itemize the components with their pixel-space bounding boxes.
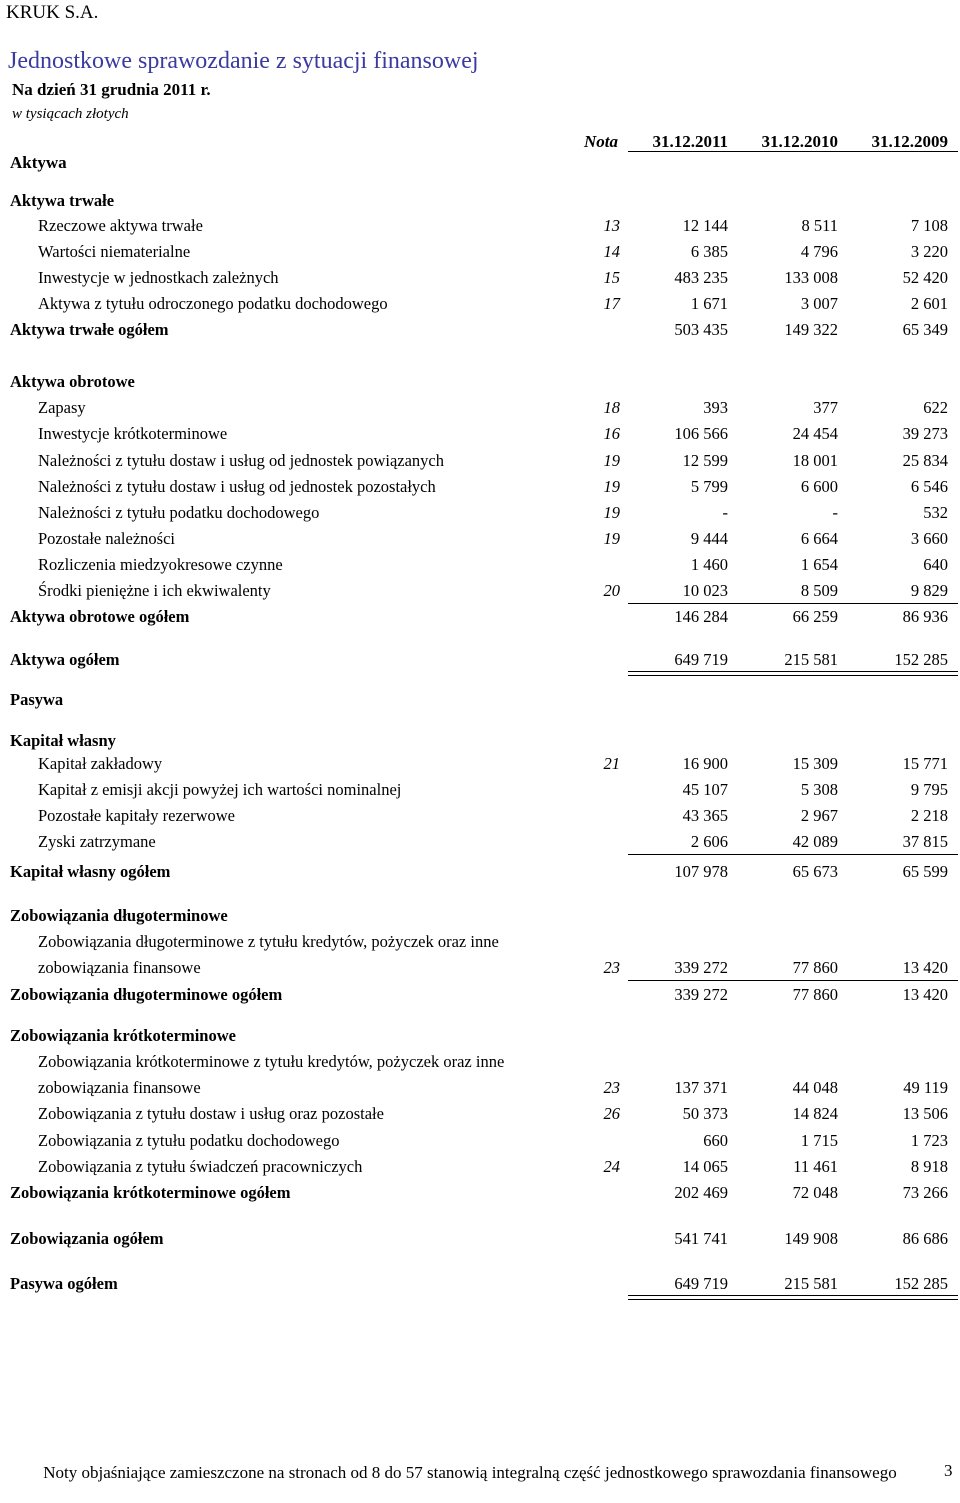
row-label: Aktywa trwałe ogółem (10, 320, 169, 339)
row-label: Zobowiązania krótkoterminowe z tytułu kredytów, pożyczek oraz inne (38, 1052, 505, 1071)
row-label: Środki pieniężne i ich ekwiwalenty (38, 581, 271, 600)
row-label: Należności z tytułu dostaw i usług od jednostek powiązanych (38, 451, 444, 470)
table-row (0, 555, 960, 581)
row-value-2009: 9 829 (910, 581, 948, 600)
row-value-2010: 18 001 (792, 451, 838, 470)
row-value-2009: 2 218 (910, 806, 948, 825)
row-value-2010: - (832, 503, 838, 522)
row-value-2009: 1 723 (910, 1131, 948, 1150)
page-number: 3 (944, 1461, 953, 1480)
row-value-2009: 2 601 (910, 294, 948, 313)
row-value-2011: 5 799 (690, 477, 728, 496)
row-value-2010: 133 008 (784, 268, 838, 287)
row-value-2009: 152 285 (894, 1274, 948, 1293)
row-value-2009: 39 273 (902, 424, 948, 443)
row-label: Aktywa obrotowe ogółem (10, 607, 190, 626)
row-value-2009: 52 420 (902, 268, 948, 287)
row-value-2010: 4 796 (800, 242, 838, 261)
row-value-2009: 65 599 (902, 862, 948, 881)
row-label: zobowiązania finansowe (38, 1078, 201, 1097)
row-nota: 13 (603, 216, 620, 235)
row-label: Pasywa ogółem (10, 1274, 118, 1293)
table-row (0, 1026, 960, 1052)
section-aktywa: Aktywa (10, 153, 67, 172)
row-value-2009: 152 285 (894, 650, 948, 669)
row-label: Należności z tytułu dostaw i usług od jednostek pozostałych (38, 477, 436, 496)
row-value-2011: - (722, 503, 728, 522)
row-nota: 21 (603, 754, 620, 773)
row-value-2009: 86 936 (902, 607, 948, 626)
report-date: Na dzień 31 grudnia 2011 r. (12, 80, 211, 99)
row-label: Zobowiązania długoterminowe ogółem (10, 985, 283, 1004)
table-row (0, 424, 960, 450)
row-nota: 14 (603, 242, 620, 261)
nota-header: Nota (584, 132, 618, 151)
row-value-2011: 146 284 (674, 607, 728, 626)
subtotal-rule (628, 603, 958, 604)
page-title: Jednostkowe sprawozdanie z sytuacji finansowej (8, 48, 479, 74)
row-label: Rzeczowe aktywa trwałe (38, 216, 203, 235)
row-value-2011: 339 272 (674, 958, 728, 977)
row-nota: 19 (603, 503, 620, 522)
row-value-2009: 13 506 (902, 1104, 948, 1123)
row-value-2010: 65 673 (792, 862, 838, 881)
col-2011-header: 31.12.2011 (652, 132, 728, 151)
row-value-2010: 6 600 (800, 477, 838, 496)
col-2010-header: 31.12.2010 (761, 132, 838, 151)
row-nota: 19 (603, 451, 620, 470)
row-nota: 24 (603, 1157, 620, 1176)
row-label: Aktywa obrotowe (10, 372, 135, 391)
row-value-2011: 6 385 (690, 242, 728, 261)
row-value-2010: 66 259 (792, 607, 838, 626)
row-label: Kapitał z emisji akcji powyżej ich wartości nominalnej (38, 780, 402, 799)
row-label: Inwestycje w jednostkach zależnych (38, 268, 279, 287)
row-value-2010: 2 967 (800, 806, 838, 825)
row-value-2011: 107 978 (674, 862, 728, 881)
table-row (0, 372, 960, 398)
table-row (0, 1052, 960, 1078)
row-label: Rozliczenia miedzyokresowe czynne (38, 555, 283, 574)
row-value-2011: 9 444 (690, 529, 728, 548)
row-label: Zobowiązania z tytułu świadczeń pracowniczych (38, 1157, 363, 1176)
row-value-2010: 72 048 (792, 1183, 838, 1202)
row-value-2011: 45 107 (682, 780, 728, 799)
row-value-2009: 65 349 (902, 320, 948, 339)
row-label: Kapitał własny ogółem (10, 862, 171, 881)
row-label: Zapasy (38, 398, 86, 417)
row-value-2010: 77 860 (792, 958, 838, 977)
row-nota: 19 (603, 529, 620, 548)
row-value-2011: 1 671 (690, 294, 728, 313)
row-value-2010: 215 581 (784, 1274, 838, 1293)
table-row (0, 268, 960, 294)
row-value-2010: 24 454 (792, 424, 838, 443)
row-value-2010: 42 089 (792, 832, 838, 851)
row-value-2011: 541 741 (674, 1229, 728, 1248)
row-value-2009: 86 686 (902, 1229, 948, 1248)
row-value-2010: 6 664 (800, 529, 838, 548)
row-value-2011: 2 606 (690, 832, 728, 851)
row-label: Zobowiązania długoterminowe z tytułu kredytów, pożyczek oraz inne (38, 932, 499, 951)
row-label: Zobowiązania ogółem (10, 1229, 164, 1248)
row-value-2010: 5 308 (800, 780, 838, 799)
row-value-2009: 9 795 (910, 780, 948, 799)
row-value-2011: 14 065 (682, 1157, 728, 1176)
row-value-2011: 649 719 (674, 650, 728, 669)
row-nota: 16 (603, 424, 620, 443)
row-nota: 15 (603, 268, 620, 287)
row-value-2009: 640 (923, 555, 948, 574)
row-label: Pozostałe należności (38, 529, 175, 548)
row-value-2010: 149 322 (784, 320, 838, 339)
table-row (0, 398, 960, 424)
table-row (0, 862, 960, 888)
row-value-2010: 14 824 (792, 1104, 838, 1123)
row-value-2010: 11 461 (793, 1157, 838, 1176)
row-label: Kapitał własny (10, 731, 116, 750)
row-nota: 23 (603, 958, 620, 977)
row-value-2009: 49 119 (903, 1078, 948, 1097)
row-value-2010: 377 (813, 398, 838, 417)
row-label: Zobowiązania długoterminowe (10, 906, 228, 925)
row-value-2011: 106 566 (674, 424, 728, 443)
table-row (0, 754, 960, 780)
row-value-2009: 13 420 (902, 985, 948, 1004)
row-value-2009: 622 (923, 398, 948, 417)
table-row (0, 906, 960, 932)
row-value-2011: 483 235 (674, 268, 728, 287)
row-value-2011: 649 719 (674, 1274, 728, 1293)
row-value-2010: 1 715 (800, 1131, 838, 1150)
table-row (0, 1104, 960, 1130)
row-value-2009: 6 546 (910, 477, 948, 496)
subtotal-rule (628, 980, 958, 981)
table-row (0, 191, 960, 217)
row-value-2010: 15 309 (792, 754, 838, 773)
row-value-2011: 503 435 (674, 320, 728, 339)
row-value-2011: 339 272 (674, 985, 728, 1004)
row-value-2009: 532 (923, 503, 948, 522)
row-nota: 19 (603, 477, 620, 496)
row-value-2010: 215 581 (784, 650, 838, 669)
row-value-2010: 8 509 (800, 581, 838, 600)
row-value-2010: 8 511 (801, 216, 838, 235)
row-value-2009: 15 771 (902, 754, 948, 773)
row-label: Wartości niematerialne (38, 242, 191, 261)
row-value-2011: 16 900 (682, 754, 728, 773)
row-label: Kapitał zakładowy (38, 754, 163, 773)
row-nota: 23 (603, 1078, 620, 1097)
row-value-2011: 12 144 (682, 216, 728, 235)
row-label: Zobowiązania z tytułu podatku dochodowego (38, 1131, 340, 1150)
row-label: Zobowiązania krótkoterminowe ogółem (10, 1183, 291, 1202)
row-value-2009: 3 220 (910, 242, 948, 261)
row-value-2010: 44 048 (792, 1078, 838, 1097)
row-value-2010: 77 860 (792, 985, 838, 1004)
row-value-2010: 1 654 (800, 555, 838, 574)
units-note: w tysiącach złotych (12, 106, 129, 122)
row-label: Aktywa z tytułu odroczonego podatku dochodowego (38, 294, 388, 313)
total-double-rule (628, 1295, 958, 1300)
table-row (0, 607, 960, 633)
row-label: Inwestycje krótkoterminowe (38, 424, 228, 443)
row-label: Pozostałe kapitały rezerwowe (38, 806, 236, 825)
company-name: KRUK S.A. (6, 2, 99, 23)
table-row (0, 529, 960, 555)
total-double-rule (628, 671, 958, 676)
col-2009-header: 31.12.2009 (871, 132, 948, 151)
table-row (0, 806, 960, 832)
table-row (0, 294, 960, 320)
table-row (0, 690, 960, 716)
row-value-2011: 43 365 (682, 806, 728, 825)
table-row (0, 932, 960, 958)
row-value-2011: 10 023 (682, 581, 728, 600)
table-row (0, 1131, 960, 1157)
row-value-2010: 149 908 (784, 1229, 838, 1248)
row-label: Zobowiązania krótkoterminowe (10, 1026, 236, 1045)
row-value-2011: 202 469 (674, 1183, 728, 1202)
table-row (0, 451, 960, 477)
table-row (0, 1078, 960, 1104)
row-nota: 17 (603, 294, 620, 313)
table-row (0, 780, 960, 806)
row-value-2011: 12 599 (682, 451, 728, 470)
row-value-2009: 3 660 (910, 529, 948, 548)
row-value-2011: 1 460 (690, 555, 728, 574)
row-label: Pasywa (10, 690, 64, 709)
row-value-2009: 25 834 (902, 451, 948, 470)
table-row (0, 1157, 960, 1183)
row-label: Zobowiązania z tytułu dostaw i usług oraz pozostałe (38, 1104, 384, 1123)
row-value-2009: 37 815 (902, 832, 948, 851)
row-label: zobowiązania finansowe (38, 958, 201, 977)
row-value-2010: 3 007 (800, 294, 838, 313)
table-row (0, 985, 960, 1011)
row-nota: 18 (603, 398, 620, 417)
table-row (0, 477, 960, 503)
row-value-2009: 73 266 (902, 1183, 948, 1202)
row-label: Aktywa trwałe (10, 191, 115, 210)
row-nota: 26 (603, 1104, 620, 1123)
table-row (0, 1183, 960, 1209)
row-value-2009: 13 420 (902, 958, 948, 977)
header-underline (628, 151, 958, 152)
table-row (0, 320, 960, 346)
table-row (0, 1229, 960, 1255)
row-label: Należności z tytułu podatku dochodowego (38, 503, 320, 522)
row-label: Zyski zatrzymane (38, 832, 156, 851)
row-value-2011: 137 371 (674, 1078, 728, 1097)
row-value-2009: 8 918 (910, 1157, 948, 1176)
row-label: Aktywa ogółem (10, 650, 120, 669)
subtotal-rule (628, 854, 958, 855)
row-value-2011: 393 (703, 398, 728, 417)
table-row (0, 503, 960, 529)
row-value-2011: 50 373 (682, 1104, 728, 1123)
row-nota: 20 (603, 581, 620, 600)
row-value-2011: 660 (703, 1131, 728, 1150)
table-row (0, 216, 960, 242)
footer-note: Noty objaśniające zamieszczone na stronach od 8 do 57 stanowią integralną część jednostkowego sprawozdania finansowego (43, 1463, 897, 1482)
row-value-2009: 7 108 (910, 216, 948, 235)
table-row (0, 242, 960, 268)
